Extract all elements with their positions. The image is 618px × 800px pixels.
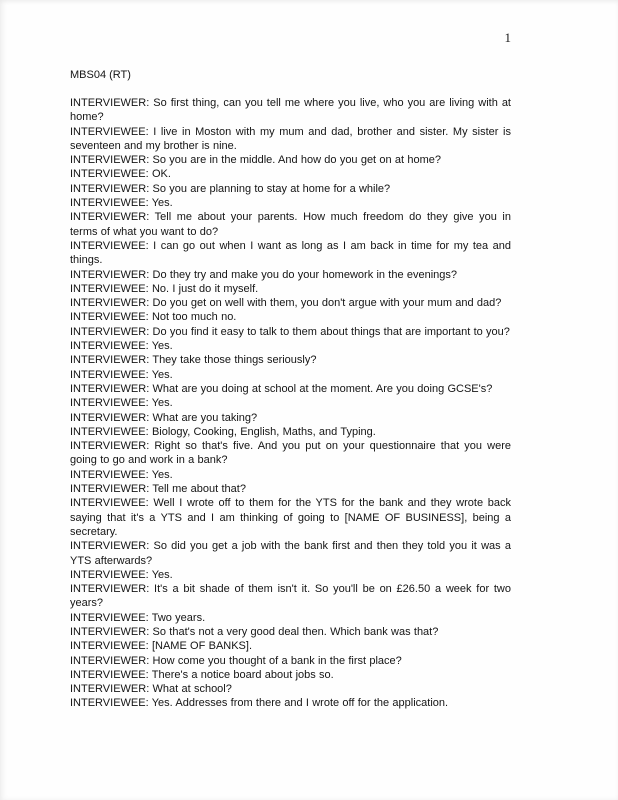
turn-text: So did you get a job with the bank first and then they told you it was a YTS afterwards? — [70, 540, 511, 567]
transcript-turn: INTERVIEWER: So first thing, can you tell me where you live, who you are living with at home? — [70, 97, 511, 124]
transcript-turn: INTERVIEWER: Right so that's five. And you put on your questionnaire that you were going to go and work in a bank? — [70, 440, 511, 467]
speaker-label: INTERVIEWEE — [70, 168, 146, 181]
turn-text: What are you doing at school at the moment. Are you doing GCSE's? — [152, 382, 493, 395]
transcript-turn: INTERVIEWER: So did you get a job with the bank first and then they told you it was a YTS afterwards? — [70, 540, 511, 567]
turn-text: Biology, Cooking, English, Maths, and Typing. — [151, 425, 376, 438]
transcript-turn: INTERVIEWER: They take those things seriously? — [70, 354, 317, 367]
turn-text: Do they try and make you do your homework in the evenings? — [152, 268, 458, 281]
speaker-label: INTERVIEWER — [70, 354, 147, 367]
speaker-label: INTERVIEWER — [70, 182, 147, 195]
transcript-turn: INTERVIEWER: So that's not a very good deal then. Which bank was that? — [70, 625, 439, 638]
speaker-label: INTERVIEWER — [70, 97, 147, 109]
page-number: 1 — [504, 30, 511, 45]
document-id: MBS04 (RT) — [70, 69, 131, 81]
speaker-label: INTERVIEWEE — [70, 668, 146, 681]
transcript-turn: INTERVIEWEE: There's a notice board about jobs so. — [70, 668, 334, 681]
transcript-turn: INTERVIEWER: What at school? — [70, 683, 232, 696]
speaker-label: INTERVIEWER — [70, 382, 147, 395]
turn-text: So that's not a very good deal then. Which bank was that? — [152, 625, 439, 638]
speaker-label: INTERVIEWER — [70, 440, 147, 453]
transcript-turn: INTERVIEWEE: Two years. — [70, 611, 206, 624]
speaker-label: INTERVIEWER — [70, 583, 147, 596]
turn-text: No. I just do it myself. — [151, 282, 259, 295]
transcript-turn: INTERVIEWEE: Well I wrote off to them for the YTS for the bank and they wrote back saying that it's a YTS and I am thinking of going to [NAME OF BUSINESS], being a secretary. — [70, 497, 511, 538]
transcript-turn: INTERVIEWEE: No. I just do it myself. — [70, 282, 259, 295]
speaker-label: INTERVIEWEE — [70, 468, 146, 481]
transcript-turn: INTERVIEWER: So you are in the middle. And how do you get on at home? — [70, 154, 441, 167]
turn-text: OK. — [151, 168, 171, 181]
turn-text: Yes. — [151, 368, 173, 381]
transcript-turn: INTERVIEWER: Do they try and make you do your homework in the evenings? — [70, 268, 458, 281]
turn-text: Yes. — [151, 468, 173, 481]
speaker-label: INTERVIEWEE — [70, 239, 146, 252]
turn-text: I can go out when I want as long as I am back in time for my tea and things. — [70, 239, 512, 267]
speaker-label: INTERVIEWER — [70, 683, 147, 696]
speaker-label: INTERVIEWEE — [70, 197, 146, 210]
turn-text: There's a notice board about jobs so. — [151, 668, 334, 681]
speaker-label: INTERVIEWEE — [70, 425, 146, 438]
transcript-turn: INTERVIEWER: Tell me about that? — [70, 483, 246, 496]
speaker-label: INTERVIEWER — [70, 268, 147, 281]
transcript-turn: INTERVIEWER: What are you taking? — [70, 411, 258, 424]
turn-text: So you are planning to stay at home for a while? — [152, 182, 391, 195]
turn-text: So first thing, can you tell me where you live, who you are living with at home? — [70, 97, 511, 124]
transcript-turn: INTERVIEWEE: Not too much no. — [70, 311, 237, 324]
transcript-turn: INTERVIEWEE: Yes. — [70, 568, 173, 581]
turn-text: Do you get on well with them, you don't argue with your mum and dad? — [152, 297, 502, 310]
turn-text: Yes. — [151, 397, 173, 410]
page-content — [70, 31, 511, 711]
transcript-turn: INTERVIEWER: Tell me about your parents. How much freedom do they give you in terms of what you want to do? — [70, 211, 511, 238]
turn-text: What are you taking? — [152, 411, 258, 424]
transcript-turn: INTERVIEWER: So you are planning to stay at home for a while? — [70, 182, 391, 195]
turn-text: Tell me about your parents. How much freedom do they give you in terms of what you want to do? — [70, 211, 511, 238]
turn-text: It's a bit shade of them isn't it. So you'll be on £26.50 a week for two years? — [70, 583, 511, 610]
turn-text: Tell me about that? — [152, 483, 246, 496]
turn-text: How come you thought of a bank in the first place? — [152, 654, 402, 667]
speaker-label: INTERVIEWEE — [70, 125, 146, 138]
speaker-label: INTERVIEWEE — [70, 497, 146, 510]
transcript-turn: INTERVIEWER: Do you find it easy to talk to them about things that are important to you? — [70, 325, 510, 338]
turn-text: Yes. — [151, 197, 173, 210]
speaker-label: INTERVIEWER — [70, 654, 147, 667]
speaker-label: INTERVIEWER — [70, 325, 147, 338]
speaker-label: INTERVIEWEE — [70, 611, 146, 624]
turn-text: Yes. Addresses from there and I wrote off for the application. — [151, 697, 449, 710]
turn-text: Do you find it easy to talk to them about things that are important to you? — [152, 325, 510, 338]
speaker-label: INTERVIEWEE — [70, 340, 146, 353]
transcript-turn: INTERVIEWEE: Biology, Cooking, English, Maths, and Typing. — [70, 425, 376, 438]
transcript-turn: INTERVIEWEE: Yes. — [70, 468, 173, 481]
speaker-label: INTERVIEWEE — [70, 640, 146, 653]
transcript — [70, 96, 511, 711]
turn-text: What at school? — [152, 683, 232, 696]
transcript-turn: INTERVIEWEE: Yes. — [70, 397, 173, 410]
turn-text: Not too much no. — [151, 311, 237, 324]
speaker-label: INTERVIEWER — [70, 540, 147, 553]
turn-text: Yes. — [151, 568, 173, 581]
transcript-turn: INTERVIEWEE: Yes. — [70, 368, 173, 381]
transcript-turn: INTERVIEWEE: OK. — [70, 168, 171, 181]
transcript-turn: INTERVIEWER: What are you doing at school at the moment. Are you doing GCSE's? — [70, 382, 493, 395]
transcript-turn: INTERVIEWER: Do you get on well with them, you don't argue with your mum and dad? — [70, 297, 502, 310]
speaker-label: INTERVIEWER — [70, 297, 147, 310]
speaker-label: INTERVIEWER — [70, 211, 147, 224]
transcript-turn: INTERVIEWEE: Yes. Addresses from there and I wrote off for the application. — [70, 697, 449, 710]
transcript-turn: INTERVIEWEE: I can go out when I want as long as I am back in time for my tea and things. — [70, 239, 512, 267]
speaker-label: INTERVIEWEE — [70, 397, 146, 410]
transcript-turn: INTERVIEWEE: Yes. — [70, 197, 173, 210]
transcript-turn: INTERVIEWEE: I live in Moston with my mum and dad, brother and sister. My sister is seventeen and my brother is nine. — [70, 125, 511, 152]
turn-text: Well I wrote off to them for the YTS for the bank and they wrote back saying that it's a YTS and I am thinking of going to [NAME OF BUSINESS], being a secretary. — [70, 497, 511, 538]
speaker-label: INTERVIEWER — [70, 625, 147, 638]
speaker-label: INTERVIEWEE — [70, 282, 146, 295]
speaker-label: INTERVIEWEE — [70, 697, 146, 710]
speaker-label: INTERVIEWEE — [70, 368, 146, 381]
turn-text: Right so that's five. And you put on your questionnaire that you were going to go and work in a bank? — [70, 440, 511, 467]
turn-text: [NAME OF BANKS]. — [151, 640, 253, 653]
turn-text: Yes. — [151, 340, 173, 353]
speaker-label: INTERVIEWEE — [70, 568, 146, 581]
turn-text: They take those things seriously? — [152, 354, 317, 367]
speaker-label: INTERVIEWER — [70, 483, 147, 496]
turn-text: I live in Moston with my mum and dad, brother and sister. My sister is seventeen and my brother is nine. — [70, 125, 511, 152]
speaker-label: INTERVIEWER — [70, 411, 147, 424]
transcript-turn: INTERVIEWEE: Yes. — [70, 340, 173, 353]
transcript-turn: INTERVIEWER: How come you thought of a bank in the first place? — [70, 654, 402, 667]
transcript-turn: INTERVIEWER: It's a bit shade of them isn't it. So you'll be on £26.50 a week for two years? — [70, 583, 511, 610]
transcript-turn: INTERVIEWEE: [NAME OF BANKS]. — [70, 640, 253, 653]
speaker-label: INTERVIEWEE — [70, 311, 146, 324]
turn-text: Two years. — [151, 611, 206, 624]
speaker-label: INTERVIEWER — [70, 154, 147, 167]
turn-text: So you are in the middle. And how do you get on at home? — [152, 154, 441, 167]
